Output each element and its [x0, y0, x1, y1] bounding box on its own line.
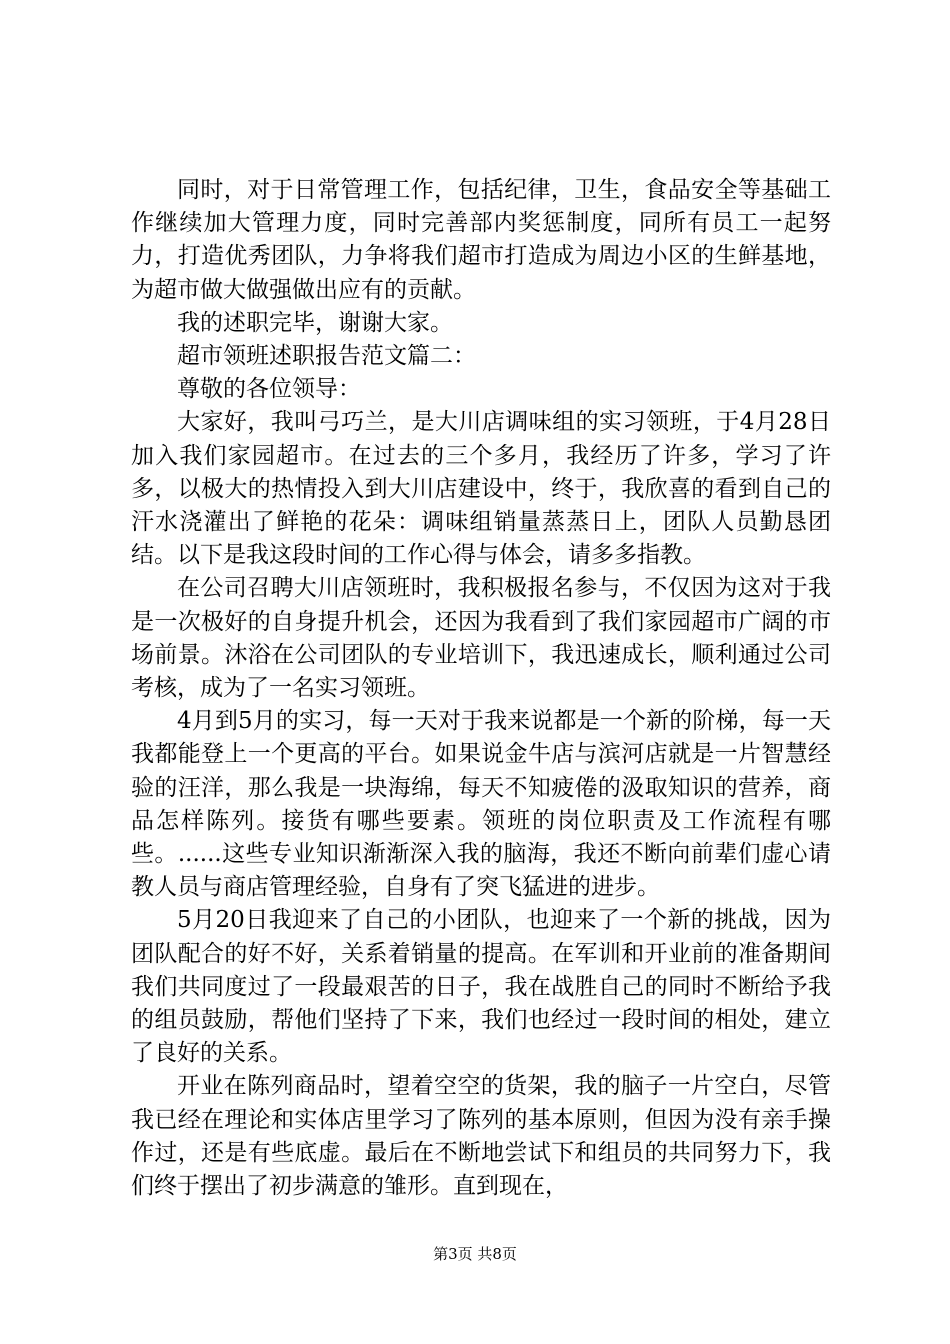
paragraph-closing-management: 同时，对于日常管理工作，包括纪律，卫生，食品安全等基础工作继续加大管理力度，同时完善部内奖惩制度，同所有员工一起努力，打造优秀团队，力争将我们超市打造成为周边小区的生鲜基地，为超市做大做强做出应有的贡献。 — [131, 177, 831, 303]
section-heading: 超市领班述职报告范文篇二： — [177, 343, 476, 370]
paragraph-closing-thanks: 我的述职完毕，谢谢大家。 — [177, 309, 453, 336]
page-footer: 第3页 共8页 — [433, 1245, 517, 1263]
paragraph-recruitment: 在公司召聘大川店领班时，我积极报名参与，不仅因为这对于我是一次极好的自身提升机会，还因为我看到了我们家园超市广阔的市场前景。沐浴在公司团队的专业培训下，我迅速成长，顺利通过公司考核，成为了一名实习领班。 — [131, 575, 831, 702]
salutation: 尊敬的各位领导： — [177, 376, 361, 403]
paragraph-introduction: 大家好，我叫弓巧兰，是大川店调味组的实习领班，于4月28日加入我们家园超市。在过去的三个多月，我经历了许多，学习了许多，以极大的热情投入到大川店建设中，终于，我欣喜的看到自己的汗水浇灌出了鲜艳的花朵：调味组销量蒸蒸日上，团队人员勤恳团结。以下是我这段时间的工作心得与体会，请多多指教。 — [131, 409, 831, 569]
document-body — [131, 174, 831, 1203]
paragraph-display: 开业在陈列商品时，望着空空的货架，我的脑子一片空白，尽管我已经在理论和实体店里学习了陈列的基本原则，但因为没有亲手操作过，还是有些底虚。最后在不断地尝试下和组员的共同努力下，我们终于摆出了初步满意的雏形。直到现在， — [131, 1073, 831, 1200]
paragraph-internship: 4月到5月的实习，每一天对于我来说都是一个新的阶梯，每一天我都能登上一个更高的平台。如果说金牛店与滨河店就是一片智慧经验的汪洋，那么我是一块海绵，每天不知疲倦的汲取知识的营养，商品怎样陈列。接货有哪些要素。领班的岗位职责及工作流程有哪些。......这些专业知识渐渐深入我的脑海，我还不断向前辈们虚心请教人员与商店管理经验，自身有了突飞猛进的进步。 — [131, 708, 831, 901]
paragraph-team: 5月20日我迎来了自己的小团队，也迎来了一个新的挑战，因为团队配合的好不好，关系着销量的提高。在军训和开业前的准备期间我们共同度过了一段最艰苦的日子，我在战胜自己的同时不断给予我的组员鼓励，帮他们坚持了下来，我们也经过一段时间的相处，建立了良好的关系。 — [131, 907, 831, 1067]
